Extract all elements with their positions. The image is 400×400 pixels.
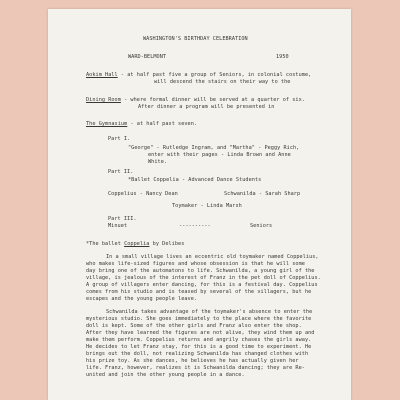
paragraph-line: After they have learned the figures are not alive, they wind them up and (86, 330, 315, 336)
paragraph-line: brings out the doll, not realizing Schwanilda has changed clothes with (86, 351, 309, 357)
part-3-dashes: ---------- (179, 223, 211, 229)
paragraph-line: mysterious studio. She goes immediately to the place where the favorite (86, 316, 312, 322)
part-2-label: Part II. (108, 169, 134, 175)
paragraph-line: escapes and the young people leave. (86, 296, 198, 302)
ballet-note-suffix: by Delibes (149, 241, 185, 247)
cast-toymaker: Toymaker - Linda Marsh (172, 203, 242, 209)
paragraph-line: his prize toy. As she dances, he believes he has actually given her (86, 358, 299, 364)
year: 1950 (276, 54, 289, 60)
gymnasium-heading: The Gymnasium (86, 121, 128, 127)
part-3-minuet: Minuet (108, 223, 128, 229)
dining-room-text: - where formal dinner will be served at a quarter of six. (120, 97, 305, 103)
paragraph-line: A group of villagers enter dancing, for this is a festival day. Coppelius (86, 282, 318, 288)
paragraph-line: comes from his studio and is teased by several of the villagers, but he (86, 289, 312, 295)
gymnasium-text: - at half past seven. (127, 121, 198, 127)
part-3-label: Part III. (108, 216, 137, 222)
aokim-hall-text: - at half past five a group of Seniors, in colonial costume, (117, 72, 312, 78)
ballet-note (86, 241, 184, 248)
document-title: WASHINGTON'S BIRTHDAY CELEBRATION (143, 36, 248, 42)
dining-room-line-1 (86, 97, 305, 104)
program-page (48, 9, 351, 400)
dining-room-heading: Dining Room (86, 97, 121, 103)
paragraph-line: Schwanilda takes advantage of the toymaker's absence to enter the (106, 309, 313, 315)
cast-coppelius: Coppelius - Nancy Dean (108, 191, 178, 197)
paragraph-line: make them perform. Coppelius returns and angrily chases the girls away. (86, 337, 312, 343)
paragraph-line: life. Franz, however, realizes it is Schwanilda dancing; they are Re- (86, 365, 305, 371)
paragraph-line: doll is kept. Some of the other girls and Franz also enter the shop. (86, 323, 302, 329)
school-name: WARD-BELMONT (128, 54, 167, 60)
paragraph-line: village, is jealous of the interest of Franz in the pet doll of Coppelius. (86, 275, 321, 281)
paragraph-line: who makes life-sized figures and whose obsession is that he will some (86, 261, 305, 267)
part-1-line-3: White. (148, 159, 168, 165)
paragraph-line: In a small village lives an eccentric old toymaker named Coppelius, (106, 254, 319, 260)
aokim-hall-line-1 (86, 72, 311, 79)
part-1-label: Part I. (108, 136, 131, 142)
paragraph-line: united and join the other young people in a dance. (86, 372, 245, 378)
aokim-hall-heading: Aokim Hall (86, 72, 118, 78)
paragraph-line: day bring one of the automatons to life. Schwanilda, a young girl of the (86, 268, 315, 274)
dining-room-line-2: After dinner a program will be presented in (138, 104, 275, 110)
ballet-note-title: Coppelia (124, 241, 150, 247)
paragraph-line: He decides to let Franz stay, for this is a good time to experiment. He (86, 344, 312, 350)
part-3-seniors: Seniors (250, 223, 273, 229)
part-2-ballet: *Ballet Coppelia - Advanced Dance Students (128, 177, 262, 183)
part-1-line-2: enter with their pages - Linda Brown and Anne (148, 152, 291, 158)
ballet-note-prefix: *The ballet (86, 241, 125, 247)
aokim-hall-line-2: will descend the stairs on their way to the (154, 79, 291, 85)
cast-swanhilda: Schwanilda - Sarah Sharp (224, 191, 301, 197)
gymnasium-line (86, 121, 197, 128)
part-1-line-1: "George" - Rutledge Ingram, and "Martha" - Peggy Rich, (128, 145, 300, 151)
